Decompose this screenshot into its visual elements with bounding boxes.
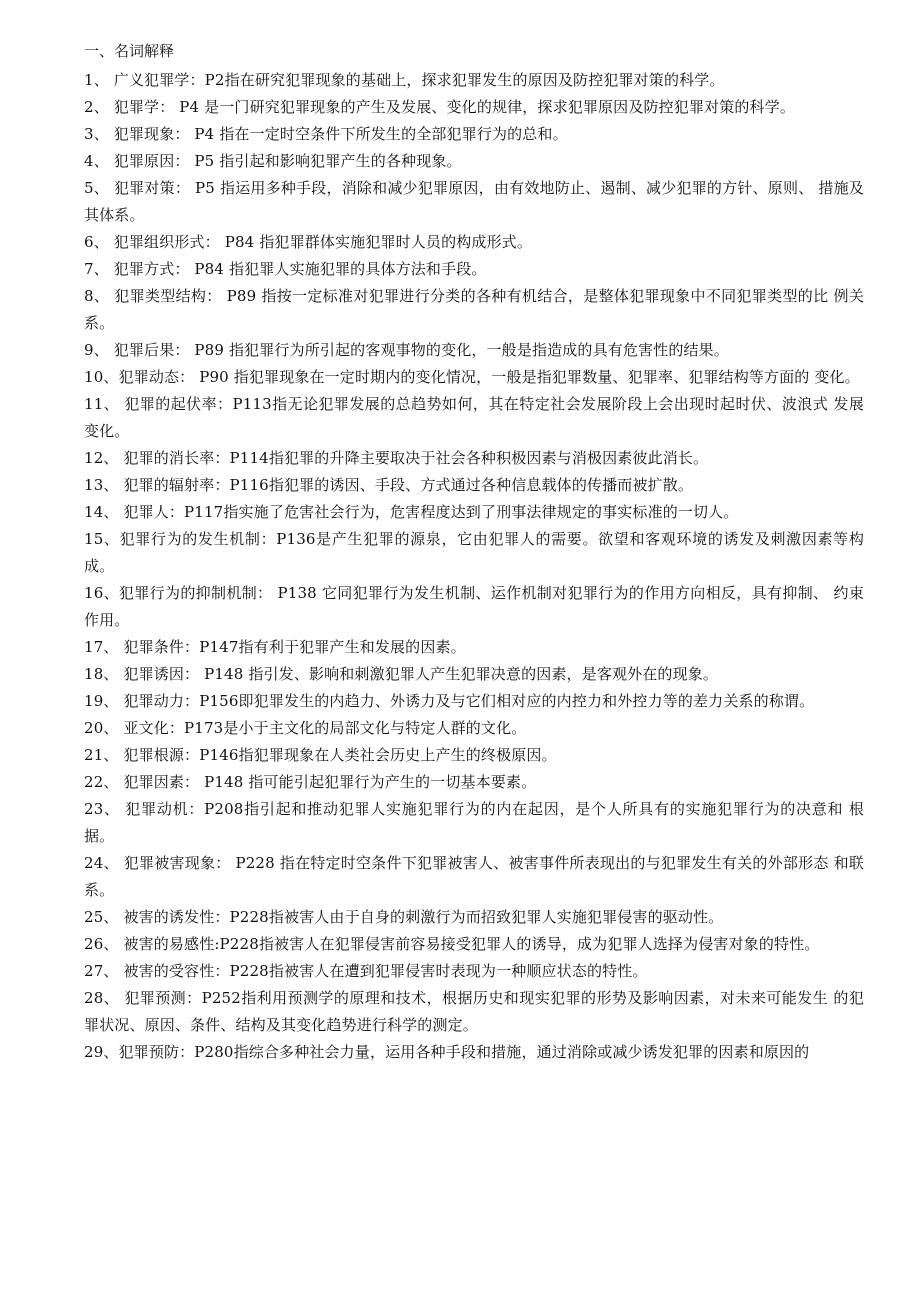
term-definition-list xyxy=(84,67,864,1066)
term-definition-entry: 10、犯罪动态： P90 指犯罪现象在一定时期内的变化情况，一般是指犯罪数量、犯罪率、犯罪结构等方面的 变化。 xyxy=(84,368,860,386)
term-definition-entry: 5、 犯罪对策： P5 指运用多种手段，消除和减少犯罪原因，由有效地防止、遏制、减少犯罪的方针、原则、 措施及其体系。 xyxy=(84,179,864,224)
term-definition-entry: 14、 犯罪人：P117指实施了危害社会行为，危害程度达到了刑事法律规定的事实标准的一切人。 xyxy=(84,503,739,521)
term-definition-entry: 21、 犯罪根源：P146指犯罪现象在人类社会历史上产生的终极原因。 xyxy=(84,746,557,764)
term-definition-entry: 15、犯罪行为的发生机制：P136是产生犯罪的源泉，它由犯罪人的需要。欲望和客观环境的诱发及刺激因素等构成。 xyxy=(84,530,864,575)
term-definition-entry: 20、 亚文化：P173是小于主文化的局部文化与特定人群的文化。 xyxy=(84,719,527,737)
term-definition-entry: 23、 犯罪动机：P208指引起和推动犯罪人实施犯罪行为的内在起因，是个人所具有的实施犯罪行为的决意和 根据。 xyxy=(84,800,864,845)
term-definition-entry: 1、 广义犯罪学：P2指在研究犯罪现象的基础上，探求犯罪发生的原因及防控犯罪对策的科学。 xyxy=(84,71,725,89)
term-definition-entry: 3、 犯罪现象： P4 指在一定时空条件下所发生的全部犯罪行为的总和。 xyxy=(84,125,568,143)
term-definition-entry: 16、犯罪行为的抑制机制： P138 它同犯罪行为发生机制、运作机制对犯罪行为的作用方向相反，具有抑制、 约束作用。 xyxy=(84,584,864,629)
term-definition-entry: 13、 犯罪的辐射率：P116指犯罪的诱因、手段、方式通过各种信息载体的传播而被扩散。 xyxy=(84,476,694,494)
term-definition-entry: 7、 犯罪方式： P84 指犯罪人实施犯罪的具体方法和手段。 xyxy=(84,260,487,278)
section-heading: 一、名词解释 xyxy=(84,42,175,60)
term-definition-entry: 6、 犯罪组织形式： P84 指犯罪群体实施犯罪时人员的构成形式。 xyxy=(84,233,532,251)
term-definition-entry: 11、 犯罪的起伏率：P113指无论犯罪发展的总趋势如何，其在特定社会发展阶段上会出现时起时伏、波浪式 发展变化。 xyxy=(84,395,864,440)
term-definition-entry: 26、 被害的易感性:P228指被害人在犯罪侵害前容易接受犯罪人的诱导，成为犯罪人选择为侵害对象的特性。 xyxy=(84,935,820,953)
term-definition-entry: 9、 犯罪后果： P89 指犯罪行为所引起的客观事物的变化，一般是指造成的具有危害性的结果。 xyxy=(84,341,729,359)
term-definition-entry: 25、 被害的诱发性：P228指被害人由于自身的刺激行为而招致犯罪人实施犯罪侵害的驱动性。 xyxy=(84,908,724,926)
term-definition-entry: 18、 犯罪诱因： P148 指引发、影响和刺激犯罪人产生犯罪决意的因素，是客观外在的现象。 xyxy=(84,665,719,683)
term-definition-entry: 2、 犯罪学： P4 是一门研究犯罪现象的产生及发展、变化的规律，探求犯罪原因及防控犯罪对策的科学。 xyxy=(84,98,795,116)
term-definition-entry: 29、犯罪预防：P280指综合多种社会力量，运用各种手段和措施，通过消除或减少诱发犯罪的因素和原因的 xyxy=(84,1043,810,1061)
term-definition-entry: 17、 犯罪条件：P147指有利于犯罪产生和发展的因素。 xyxy=(84,638,466,656)
term-definition-entry: 28、 犯罪预测：P252指利用预测学的原理和技术，根据历史和现实犯罪的形势及影响因素，对未来可能发生 的犯罪状况、原因、条件、结构及其变化趋势进行科学的测定。 xyxy=(84,989,864,1034)
term-definition-entry: 27、 被害的受容性：P228指被害人在遭到犯罪侵害时表现为一种顺应状态的特性。 xyxy=(84,962,648,980)
term-definition-entry: 8、 犯罪类型结构： P89 指按一定标准对犯罪进行分类的各种有机结合，是整体犯罪现象中不同犯罪类型的比 例关系。 xyxy=(84,287,864,332)
term-definition-entry: 12、 犯罪的消长率：P114指犯罪的升降主要取决于社会各种积极因素与消极因素彼此消长。 xyxy=(84,449,709,467)
term-definition-entry: 4、 犯罪原因： P5 指引起和影响犯罪产生的各种现象。 xyxy=(84,152,462,170)
term-definition-entry: 24、 犯罪被害现象： P228 指在特定时空条件下犯罪被害人、被害事件所表现出的与犯罪发生有关的外部形态 和联系。 xyxy=(84,854,864,899)
term-definition-entry: 22、 犯罪因素： P148 指可能引起犯罪行为产生的一切基本要素。 xyxy=(84,773,537,791)
term-definition-entry: 19、 犯罪动力：P156即犯罪发生的内趋力、外诱力及与它们相对应的内控力和外控力等的差力关系的称谓。 xyxy=(84,692,815,710)
